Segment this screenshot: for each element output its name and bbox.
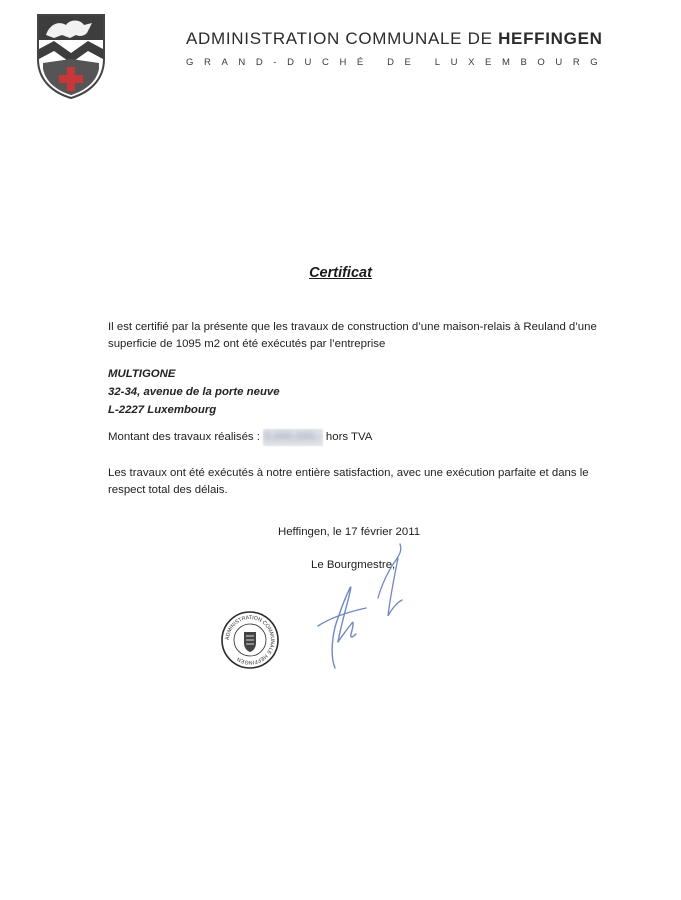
amount-value-redacted: 0.000.000.-: [263, 429, 323, 446]
coat-of-arms-icon: [36, 13, 106, 99]
company-name: MULTIGONE: [108, 368, 176, 380]
header-title-bold: HEFFINGEN: [498, 29, 603, 48]
certificate-title: Certificat: [309, 265, 372, 281]
official-seal-icon: [220, 610, 280, 670]
satisfaction-paragraph: Les travaux ont été exécutés à notre entière satisfaction, avec une exécution parfaite et dans le respect total des délais.: [108, 467, 589, 496]
amount-label: Montant des travaux réalisés :: [108, 431, 264, 443]
place-date: Heffingen, le 17 février 2011: [278, 526, 421, 538]
header-title-main: ADMINISTRATION COMMUNALE DE: [186, 29, 499, 48]
certification-paragraph: Il est certifié par la présente que les travaux de construction d’une maison-relais à Reuland d’une superficie de 1095 m2 ont été exécutés par l’entreprise: [108, 321, 597, 350]
signature-icon: [290, 538, 420, 678]
amount-line: [108, 429, 372, 446]
signatory-title: Le Bourgmestre,: [311, 559, 396, 571]
amount-suffix: hors TVA: [322, 431, 373, 443]
company-city: L-2227 Luxembourg: [108, 404, 217, 416]
seal-text: ADMINISTRATION COMMUNALE HEFFINGEN: [224, 614, 276, 666]
header-title: [186, 29, 601, 49]
header-subtitle: GRAND-DUCHÉ DE LUXEMBOURG: [186, 57, 609, 68]
company-address: [108, 365, 280, 419]
company-street: 32-34, avenue de la porte neuve: [108, 386, 280, 398]
